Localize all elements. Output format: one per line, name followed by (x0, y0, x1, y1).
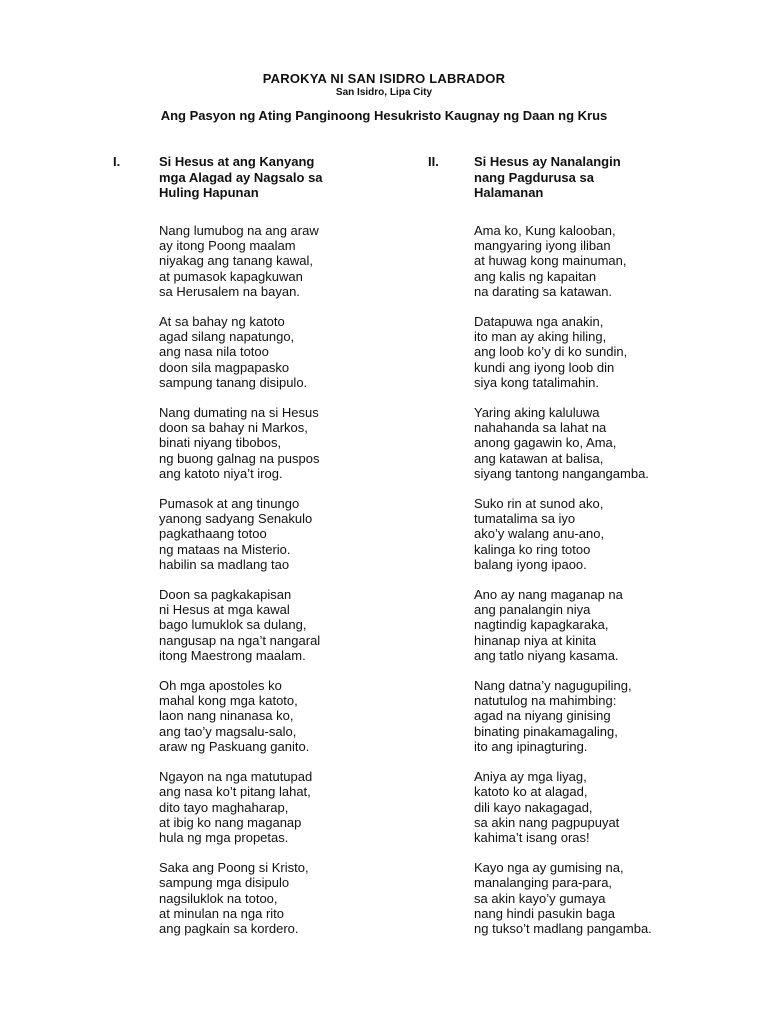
stanza: Ama ko, Kung kalooban, mangyaring iyong iliban at huwag kong mainuman, ang kalis ng kapaitan na darating sa katawan. (474, 223, 627, 299)
stanza: Nang lumubog na ang araw ay itong Poong maalam niyakag ang tanang kawal, at pumasok kapagkuwan sa Herusalem na bayan. (159, 223, 319, 299)
stanza-list (474, 223, 748, 936)
stanza: Ano ay nang maganap na ang panalangin niya nagtindig kapagkaraka, hinanap niya at kinita ang tatlo niyang kasama. (474, 587, 623, 663)
section-title: Si Hesus ay Nanalangin nang Pagdurusa sa Halamanan (474, 154, 621, 200)
stanza: Yaring aking kaluluwa nahahanda sa lahat na anong gagawin ko, Ama, ang katawan at balisa, siyang tantong nangangamba. (474, 405, 649, 481)
section-two (428, 154, 748, 951)
stanza: Nang datna’y nagugupiling, natutulog na mahimbing: agad na niyang ginising binating pinakamagaling, ito ang ipinagturing. (474, 678, 632, 754)
section-heading (113, 154, 433, 202)
stanza: Ngayon na nga matutupad ang nasa ko’t pitang lahat, dito tayo maghaharap, at ibig ko nang maganap hula ng mga propetas. (159, 769, 313, 845)
document-header (0, 71, 768, 99)
section-heading (428, 154, 748, 202)
stanza: Suko rin at sunod ako, tumatalima sa iyo ako’y walang anu-ano, kalinga ko ring totoo balang iyong ipaoo. (474, 496, 605, 572)
stanza: Doon sa pagkakapisan ni Hesus at mga kawal bago lumuklok sa dulang, nangusap na nga’t nangaral itong Maestrong maalam. (159, 587, 321, 663)
stanza: Datapuwa nga anakin, ito man ay aking hiling, ang loob ko’y di ko sundin, kundi ang iyong loob din siya kong tatalimahin. (474, 314, 628, 390)
stanza: Kayo nga ay gumising na, manalanging para-para, sa akin kayo’y gumaya nang hindi pasukin baga ng tukso’t madlang pangamba. (474, 860, 652, 936)
parish-location: San Isidro, Lipa City (335, 87, 433, 98)
stanza: Oh mga apostoles ko mahal kong mga katoto, laon nang ninanasa ko, ang tao’y magsalu-salo, araw ng Paskuang ganito. (159, 678, 310, 754)
document-title: Ang Pasyon ng Ating Panginoong Hesukristo Kaugnay ng Daan ng Krus (160, 108, 608, 123)
stanza: Pumasok at ang tinungo yanong sadyang Senakulo pagkathaang totoo ng mataas na Misterio. habilin sa madlang tao (159, 496, 313, 572)
section-title: Si Hesus at ang Kanyang mga Alagad ay Nagsalo sa Huling Hapunan (159, 154, 323, 200)
stanza: Aniya ay mga liyag, katoto ko at alagad, dili kayo nakagagad, sa akin nang pagpupuyat kahima’t isang oras! (474, 769, 620, 845)
stanza-list (159, 223, 433, 936)
section-numeral: I. (113, 154, 121, 169)
section-numeral: II. (428, 154, 439, 169)
stanza: Saka ang Poong si Kristo, sampung mga disipulo nagsiluklok na totoo, at minulan na nga rito ang pagkain sa kordero. (159, 860, 309, 936)
section-one (113, 154, 433, 951)
stanza: Nang dumating na si Hesus doon sa bahay ni Markos, binati niyang tibobos, ng buong galnag na puspos ang katoto niya’t irog. (159, 405, 320, 481)
stanza: At sa bahay ng katoto agad silang napatungo, ang nasa nila totoo doon sila magpapasko sampung tanang disipulo. (159, 314, 308, 390)
parish-name: PAROKYA NI SAN ISIDRO LABRADOR (262, 71, 506, 86)
